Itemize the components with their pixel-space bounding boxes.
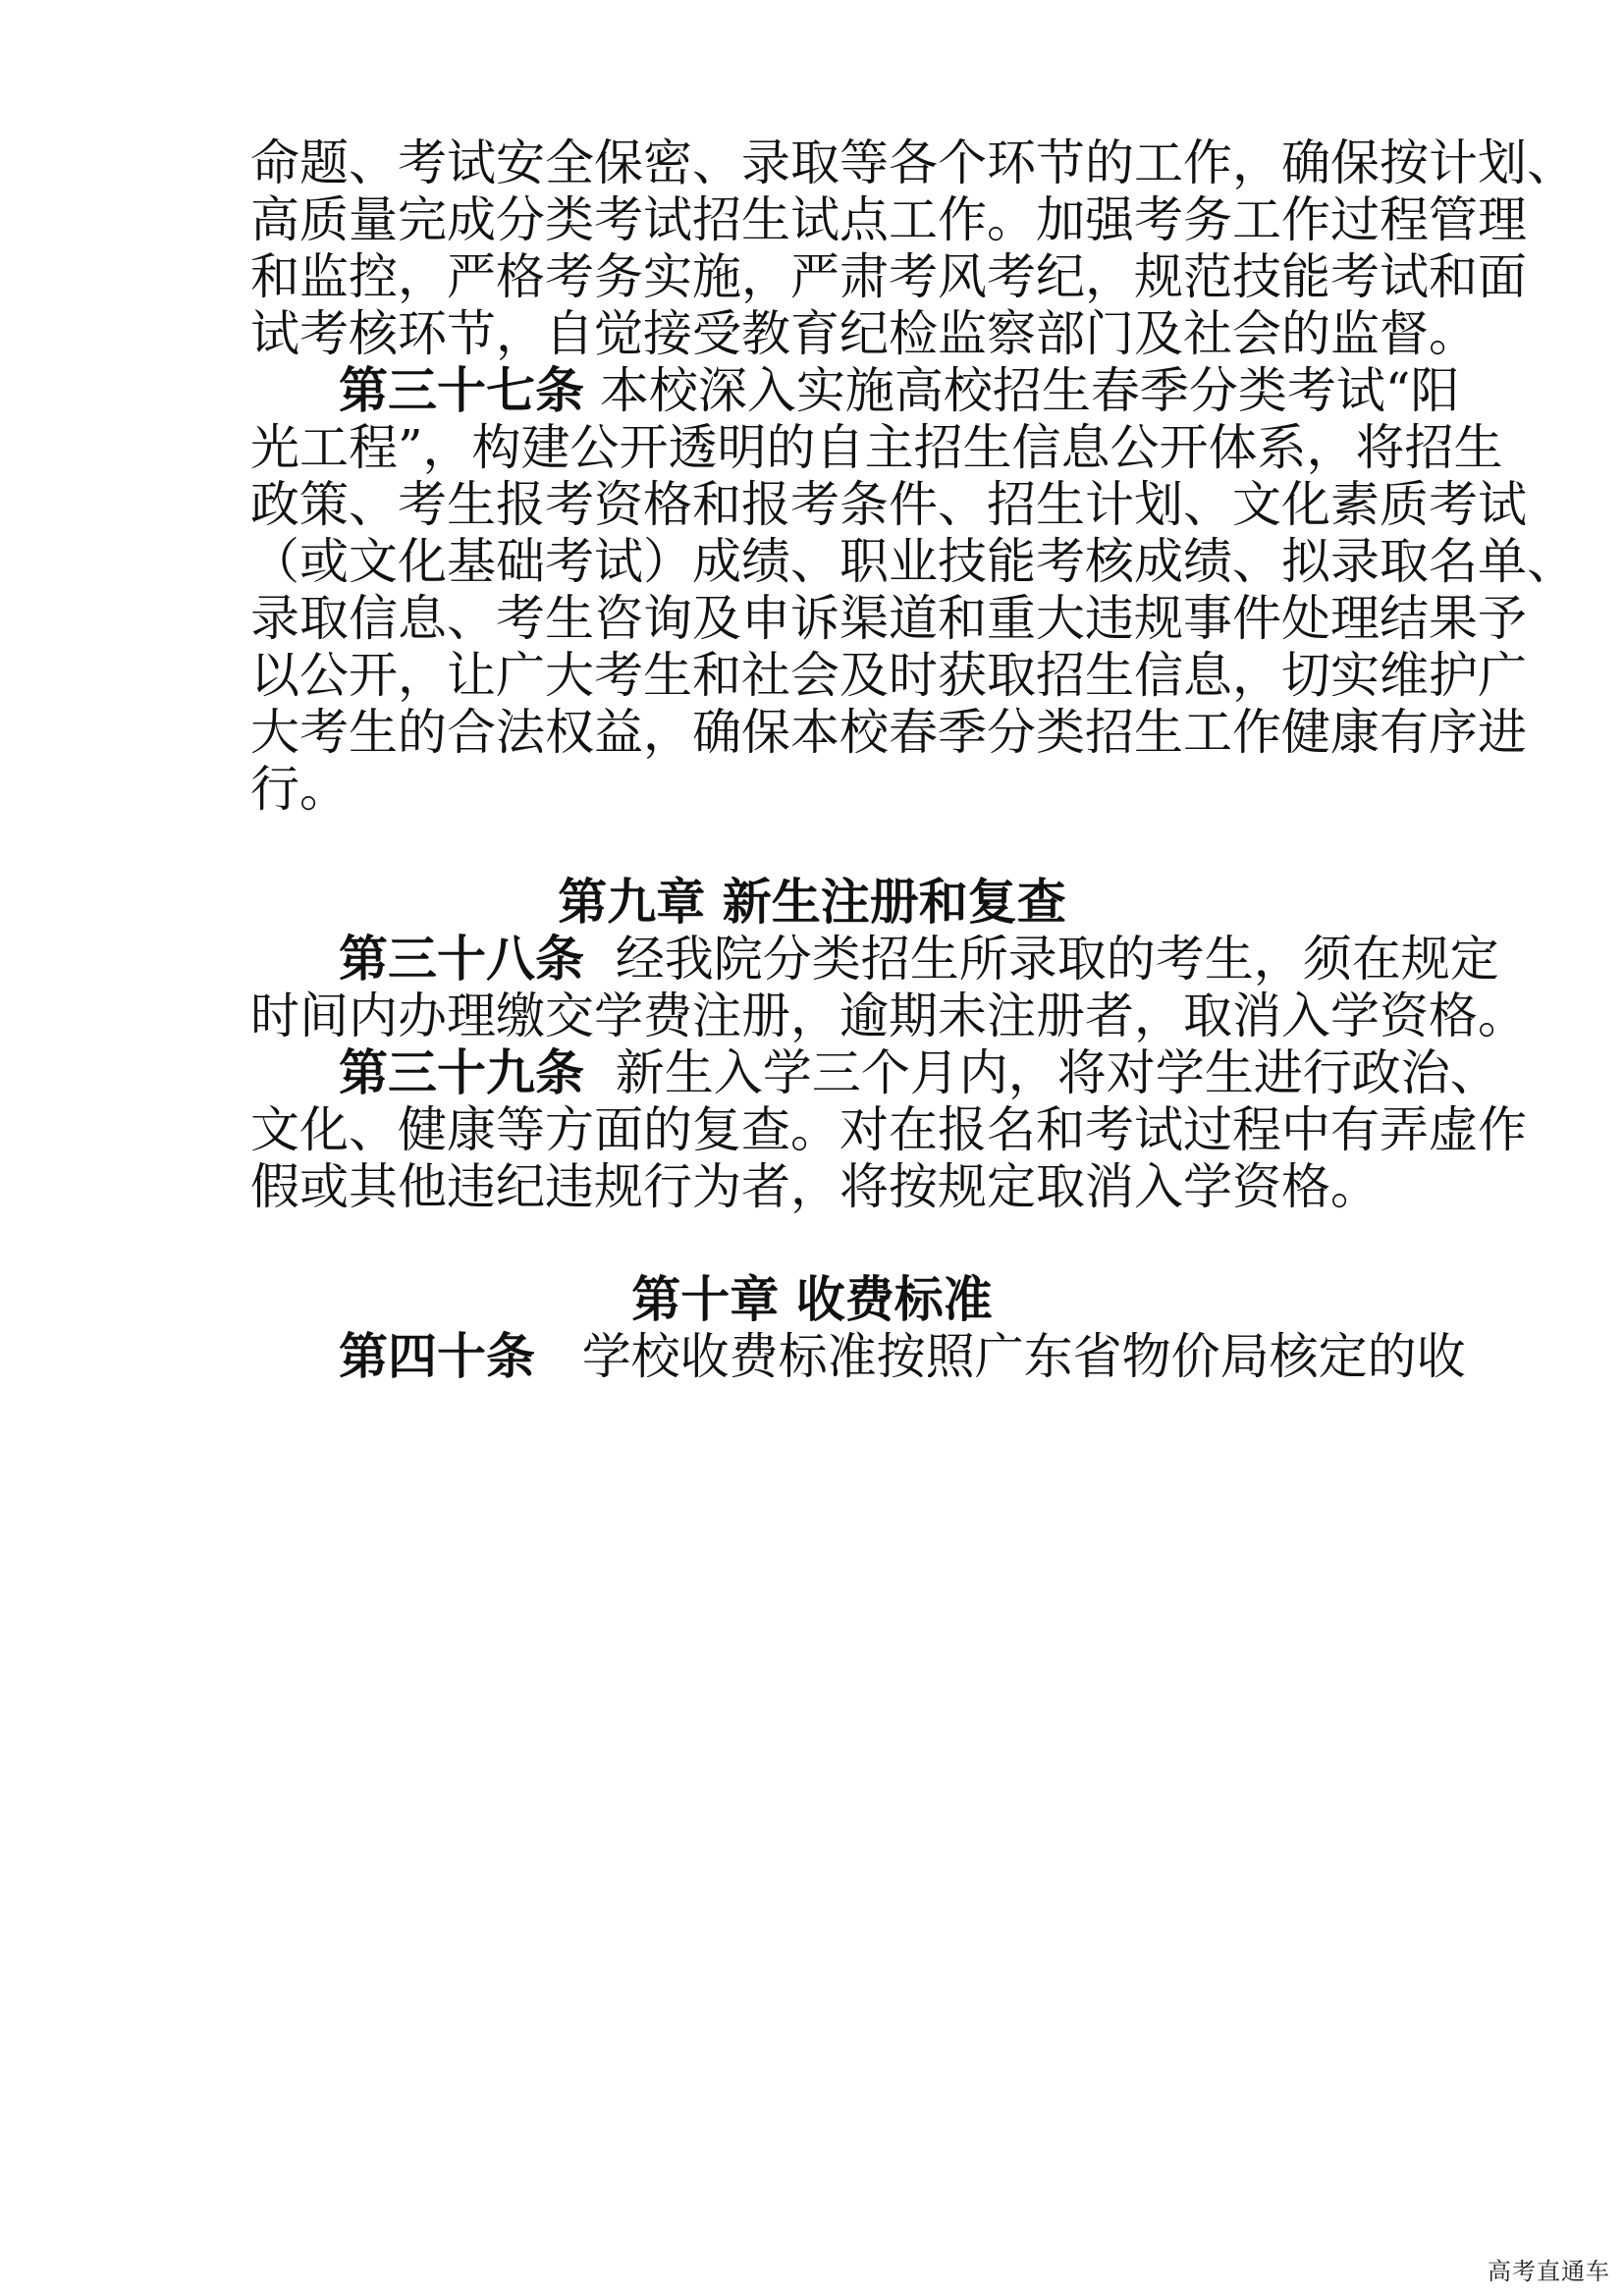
- body-line: 大考生的合法权益，确保本校春季分类招生工作健康有序进: [250, 704, 1527, 761]
- body-line: 命题、考试安全保密、录取等各个环节的工作，确保按计划、: [250, 134, 1576, 191]
- body-line: 和监控，严格考务实施，严肃考风考纪，规范技能考试和面: [250, 248, 1527, 305]
- body-line: 政策、考生报考资格和报考条件、招生计划、文化素质考试: [250, 476, 1527, 533]
- chapter-heading: 第九章 新生注册和复查: [558, 874, 1066, 931]
- article-37-first-line: [339, 361, 1460, 420]
- watermark: 高考直通车: [1488, 2258, 1610, 2285]
- article-39-first-line: [339, 1043, 1499, 1102]
- body-line: 行。: [250, 761, 349, 818]
- article-label: 第三十九条: [339, 1043, 584, 1101]
- article-text: 学校收费标准按照广东省物价局核定的收: [581, 1328, 1466, 1385]
- chapter-heading: 第十章 收费标准: [631, 1271, 993, 1328]
- body-line: 文化、健康等方面的复查。对在报名和考试过程中有弄虚作: [250, 1101, 1527, 1158]
- body-line: 试考核环节，自觉接受教育纪检监察部门及社会的监督。: [250, 305, 1478, 362]
- article-38-first-line: [339, 930, 1499, 988]
- body-line: 光工程”，构建公开透明的自主招生信息公开体系，将招生: [250, 419, 1503, 476]
- article-label: 第三十七条: [339, 361, 584, 419]
- article-40-first-line: [339, 1327, 1466, 1386]
- article-label: 第四十条: [339, 1327, 535, 1385]
- article-text: 本校深入实施高校招生春季分类考试“阳: [599, 362, 1460, 419]
- body-line: 以公开，让广大考生和社会及时获取招生信息，切实维护广: [250, 647, 1527, 704]
- body-line: 高质量完成分类考试招生试点工作。加强考务工作过程管理: [250, 191, 1527, 248]
- article-label: 第三十八条: [339, 930, 584, 988]
- body-line: 时间内办理缴交学费注册，逾期未注册者，取消入学资格。: [250, 988, 1527, 1044]
- body-line: （或文化基础考试）成绩、职业技能考核成绩、拟录取名单、: [250, 533, 1576, 590]
- body-line: 录取信息、考生咨询及申诉渠道和重大违规事件处理结果予: [250, 590, 1527, 647]
- article-text: 经我院分类招生所录取的考生，须在规定: [615, 931, 1499, 988]
- body-line: 假或其他违纪违规行为者，将按规定取消入学资格。: [250, 1158, 1380, 1215]
- article-text: 新生入学三个月内，将对学生进行政治、: [615, 1044, 1499, 1101]
